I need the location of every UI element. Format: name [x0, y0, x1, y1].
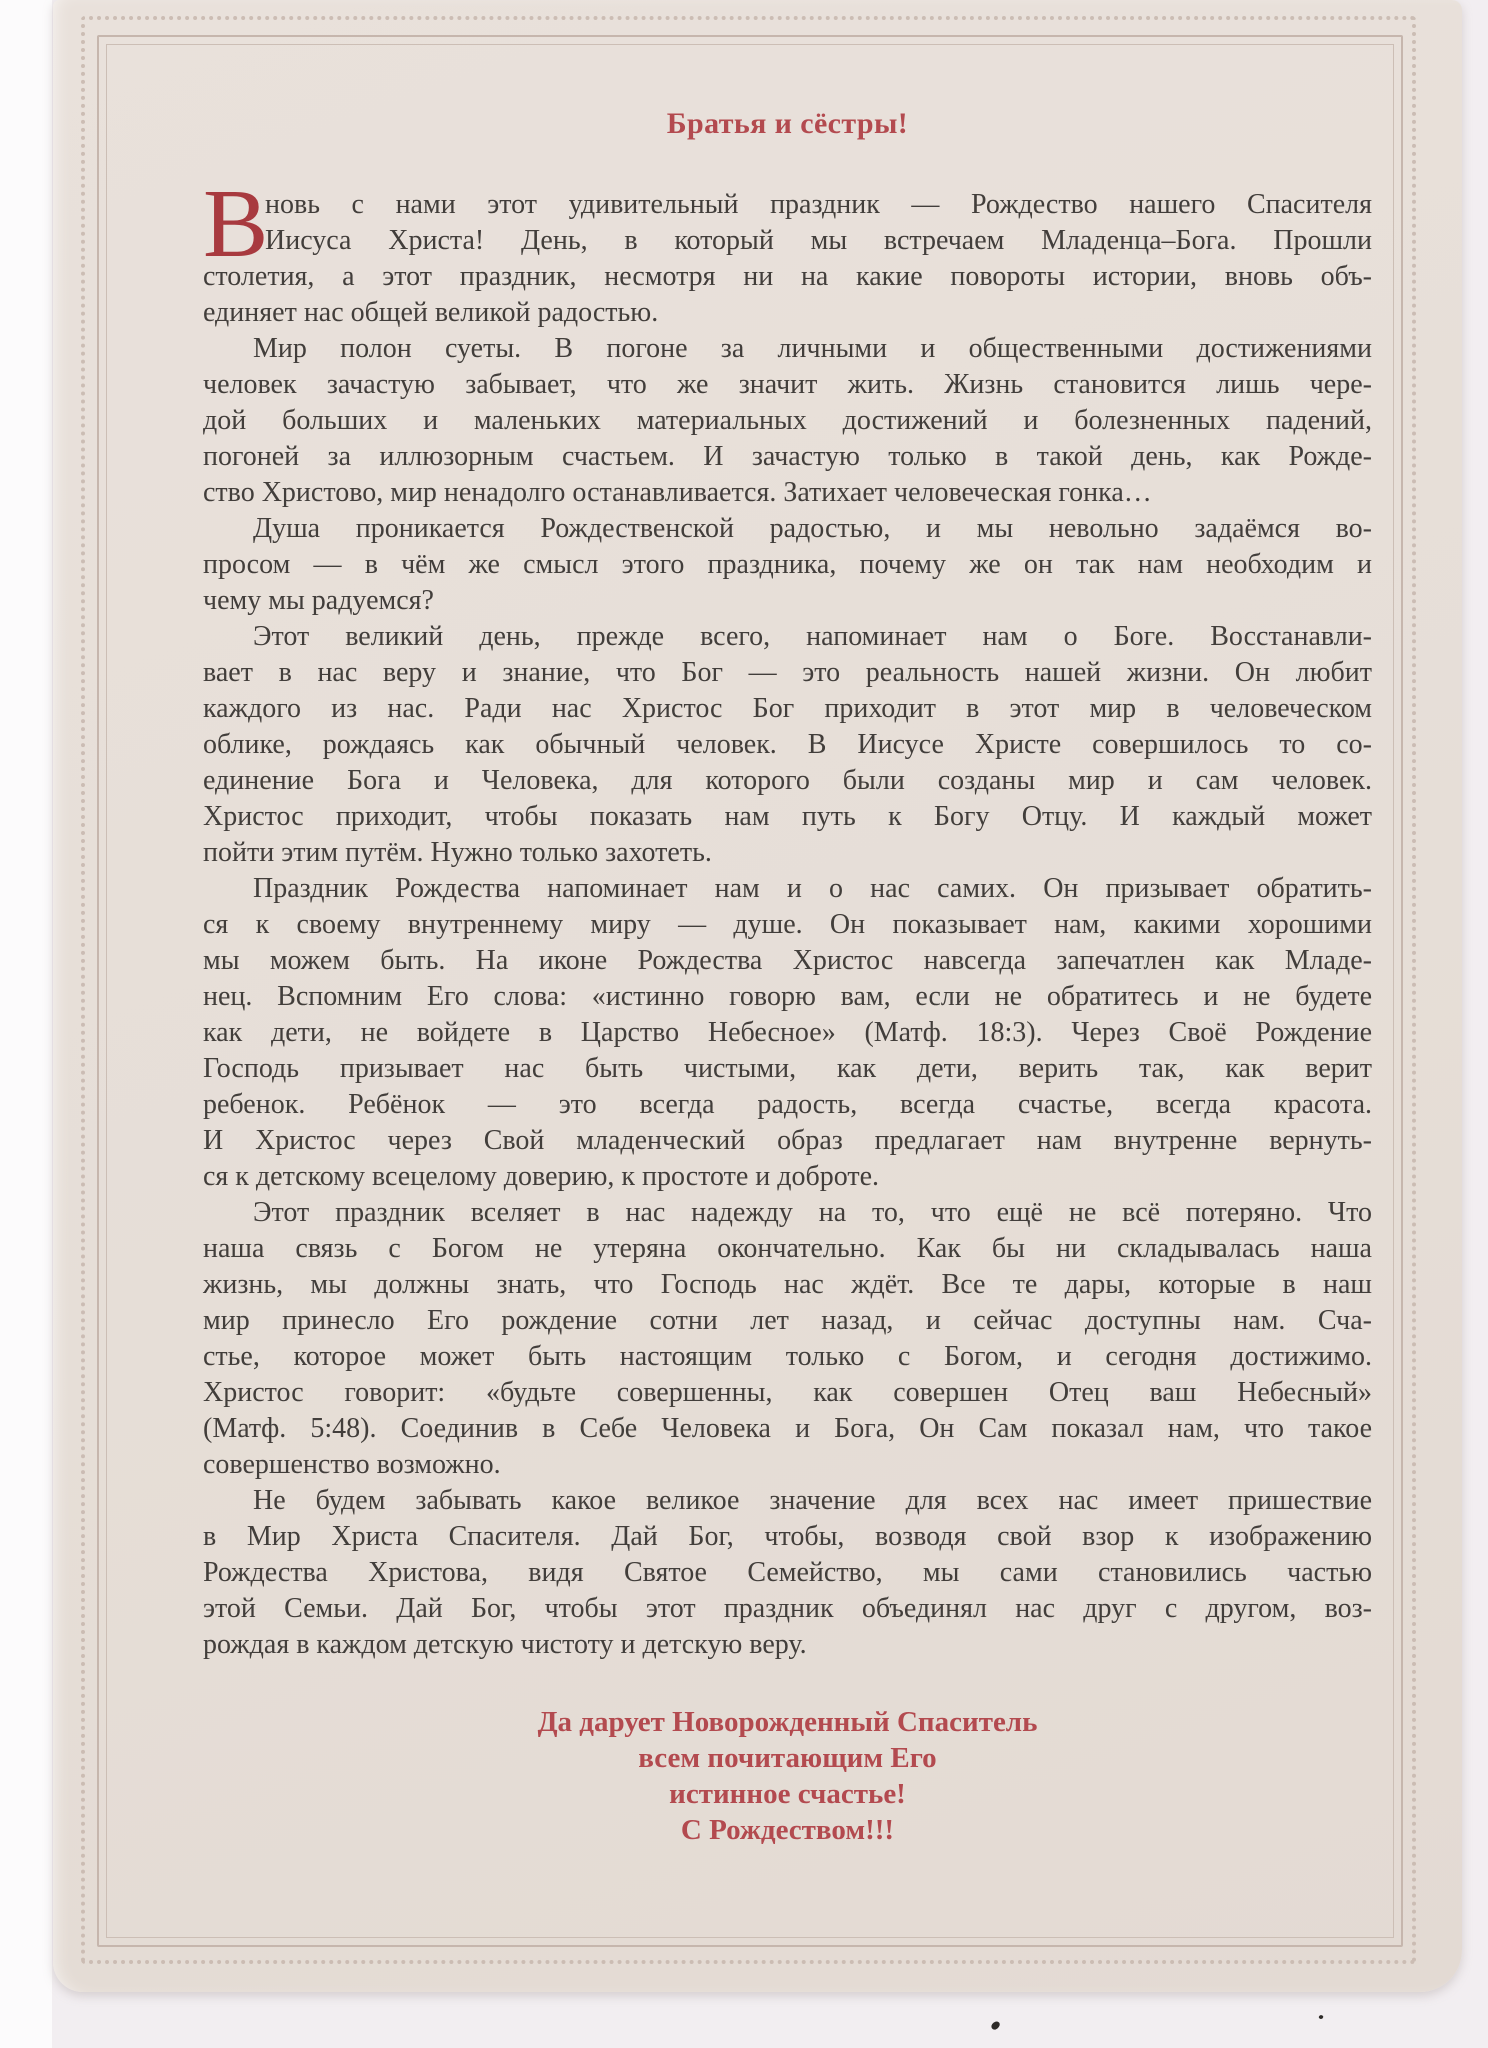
text-line: Христос говорит: «будьте совершенны, как совершен Отец ваш Небесный» [203, 1377, 1372, 1408]
text-line: Господь призывает нас быть чистыми, как дети, верить так, как верит [203, 1053, 1372, 1084]
drop-cap-letter: В [203, 170, 269, 278]
text-line: пойти этим путём. Нужно только захотеть. [203, 837, 712, 868]
text-line: погоней за иллюзорным счастьем. И зачастую только в такой день, как Рожде- [203, 441, 1372, 472]
text-line: просом — в чём же смысл этого праздника, почему же он так нам необходим и [203, 549, 1372, 580]
text-line: человек зачастую забывает, что же значит жить. Жизнь становится лишь чере- [203, 369, 1372, 400]
text-line: Этот великий день, прежде всего, напоминает нам о Боге. Восстанавли- [253, 621, 1372, 652]
text-line: ребенок. Ребёнок — это всегда радость, всегда счастье, всегда красота. [203, 1089, 1372, 1120]
text-line: рождая в каждом детскую чистоту и детскую веру. [203, 1629, 807, 1660]
text-line: стье, которое может быть настоящим только с Богом, и сегодня достижимо. [203, 1341, 1372, 1372]
text-line: каждого из нас. Ради нас Христос Бог приходит в этот мир в человеческом [203, 693, 1372, 724]
closing-line: всем почитающим Его [638, 1742, 937, 1774]
text-line: единяет нас общей великой радостью. [203, 297, 659, 328]
text-line: столетия, а этот праздник, несмотря ни на какие повороты истории, вновь объ- [203, 261, 1372, 292]
text-line: ся к своему внутреннему миру — душе. Он показывает нам, какими хорошими [203, 909, 1372, 940]
text-line: нец. Вспомним Его слова: «истинно говорю вам, если не обратитесь и не будете [203, 981, 1372, 1012]
text-line: Не будем забывать какое великое значение для всех нас имеет пришествие [253, 1485, 1372, 1516]
text-line: этой Семьи. Дай Бог, чтобы этот праздник объединял нас друг с другом, воз- [203, 1593, 1372, 1624]
paper-sheet [53, 0, 1462, 1992]
closing-block [203, 1704, 1372, 1848]
text-line: Мир полон суеты. В погоне за личными и общественными достижениями [253, 333, 1372, 364]
text-line: Этот праздник вселяет в нас надежду на то, что ещё не всё потеряно. Что [253, 1197, 1372, 1228]
text-line: И Христос через Свой младенческий образ предлагает нам внутренне вернуть- [203, 1125, 1372, 1156]
text-line: облике, рождаясь как обычный человек. В Иисусе Христе совершилось то со- [203, 729, 1372, 760]
text-line: жизнь, мы должны знать, что Господь нас ждёт. Все те дары, которые в наш [203, 1269, 1372, 1300]
text-line: мир принесло Его рождение сотни лет назад, и сейчас доступны нам. Сча- [203, 1305, 1372, 1336]
text-line: чему мы радуемся? [203, 585, 434, 616]
closing-line: истинное счастье! [669, 1778, 906, 1810]
text-line: наша связь с Богом не утеряна окончательно. Как бы ни складывалась наша [203, 1233, 1372, 1264]
closing-line: Да дарует Новорожденный Спаситель [537, 1706, 1038, 1738]
text-line: Иисуса Христа! День, в который мы встречаем Младенца–Бога. Прошли [265, 225, 1372, 256]
text-line: Душа проникается Рождественской радостью, и мы невольно задаёмся во- [253, 513, 1372, 544]
text-line: как дети, не войдете в Царство Небесное» (Матф. 18:3). Через Своё Рождение [203, 1017, 1372, 1048]
text-line: ство Христово, мир ненадолго останавливается. Затихает человеческая гонка… [203, 477, 1152, 508]
text-line: совершенство возможно. [203, 1449, 501, 1480]
text-line: единение Бога и Человека, для которого были созданы мир и сам человек. [203, 765, 1372, 796]
text-line: дой больших и маленьких материальных достижений и болезненных падений, [203, 405, 1372, 436]
closing-line: С Рождеством!!! [680, 1814, 895, 1846]
text-line: в Мир Христа Спасителя. Дай Бог, чтобы, возводя свой взор к изображению [203, 1521, 1372, 1552]
text-line: вает в нас веру и знание, что Бог — это реальность нашей жизни. Он любит [203, 657, 1372, 688]
text-line: Христос приходит, чтобы показать нам путь к Богу Отцу. И каждый может [203, 801, 1372, 832]
text-line: (Матф. 5:48). Соединив в Себе Человека и Бога, Он Сам показал нам, что такое [203, 1413, 1372, 1444]
text-line: мы можем быть. На иконе Рождества Христос навсегда запечатлен как Младе- [203, 945, 1372, 976]
page-title: Братья и сёстры! [666, 107, 909, 140]
text-line: ся к детскому всецелому доверию, к простоте и доброте. [203, 1161, 880, 1192]
text-line: новь с нами этот удивительный праздник — Рождество нашего Спасителя [265, 189, 1372, 220]
body-text [203, 170, 1372, 1663]
text-line: Праздник Рождества напоминает нам и о нас самих. Он призывает обратить- [253, 873, 1372, 904]
text-line: Рождества Христова, видя Святое Семейство, мы сами становились частью [203, 1557, 1372, 1588]
